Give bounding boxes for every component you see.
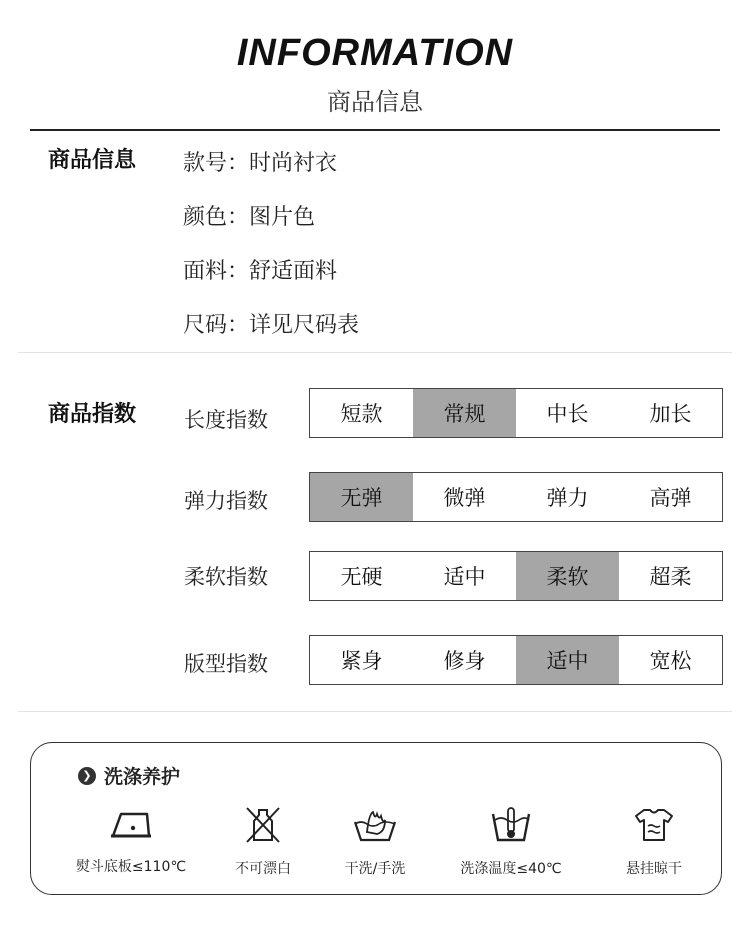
length-index-label: 长度指数 [184, 408, 268, 432]
scale-option: 短款 [340, 402, 383, 426]
scale-option: 紧身 [340, 649, 383, 673]
chevron-right-icon: ❯ [78, 767, 96, 785]
info-line-color: 颜色：图片色 [183, 205, 316, 230]
elasticity-index-scale [309, 472, 723, 522]
info-line-size: 尺码：详见尺码表 [183, 313, 360, 338]
care-label: 悬挂晾干 [626, 861, 682, 877]
scale-option: 高弹 [649, 486, 692, 510]
care-item-wash-temperature [441, 806, 581, 878]
scale-option: 适中 [443, 565, 486, 589]
care-header [78, 762, 180, 789]
iron-icon [107, 806, 155, 842]
hand-wash-icon [351, 806, 399, 844]
scale-option-selected: 无弹 [310, 473, 413, 521]
header-rule [30, 129, 720, 131]
scale-option-selected: 柔软 [516, 552, 619, 600]
scale-option: 修身 [443, 649, 486, 673]
info-line-style: 款号：时尚衬衣 [183, 151, 338, 176]
section-divider [18, 711, 732, 712]
indices-section-label: 商品指数 [48, 402, 137, 427]
scale-option: 加长 [649, 402, 692, 426]
care-label: 熨斗底板≤110℃ [75, 859, 187, 875]
care-title: 洗涤养护 [104, 766, 181, 788]
info-line-fabric: 面料：舒适面料 [183, 259, 338, 284]
scale-option: 弹力 [546, 486, 589, 510]
softness-index-label: 柔软指数 [184, 565, 268, 589]
wash-temperature-icon [487, 806, 535, 844]
scale-option-selected: 常规 [413, 389, 516, 437]
info-section-label: 商品信息 [48, 148, 137, 173]
softness-index-scale [309, 551, 723, 601]
scale-option-selected: 适中 [516, 636, 619, 684]
scale-option: 宽松 [649, 649, 692, 673]
care-label: 干洗/手洗 [344, 861, 406, 877]
scale-option: 中长 [546, 402, 589, 426]
scale-option: 无硬 [340, 565, 383, 589]
scale-option: 微弹 [443, 486, 486, 510]
length-index-scale [309, 388, 723, 438]
care-item-hand-wash [305, 806, 445, 878]
fit-index-scale [309, 635, 723, 685]
page-subtitle: 商品信息 [327, 88, 423, 116]
care-item-iron [61, 806, 201, 876]
section-divider [18, 352, 732, 353]
hang-dry-icon [630, 806, 678, 844]
fit-index-label: 版型指数 [184, 652, 268, 676]
care-label: 不可漂白 [235, 861, 291, 877]
care-item-hang-dry [584, 806, 724, 878]
page-title: INFORMATION [236, 32, 514, 74]
scale-option: 超柔 [649, 565, 692, 589]
elasticity-index-label: 弹力指数 [184, 489, 268, 513]
care-label: 洗涤温度≤40℃ [460, 861, 562, 877]
no-bleach-icon [239, 806, 287, 844]
